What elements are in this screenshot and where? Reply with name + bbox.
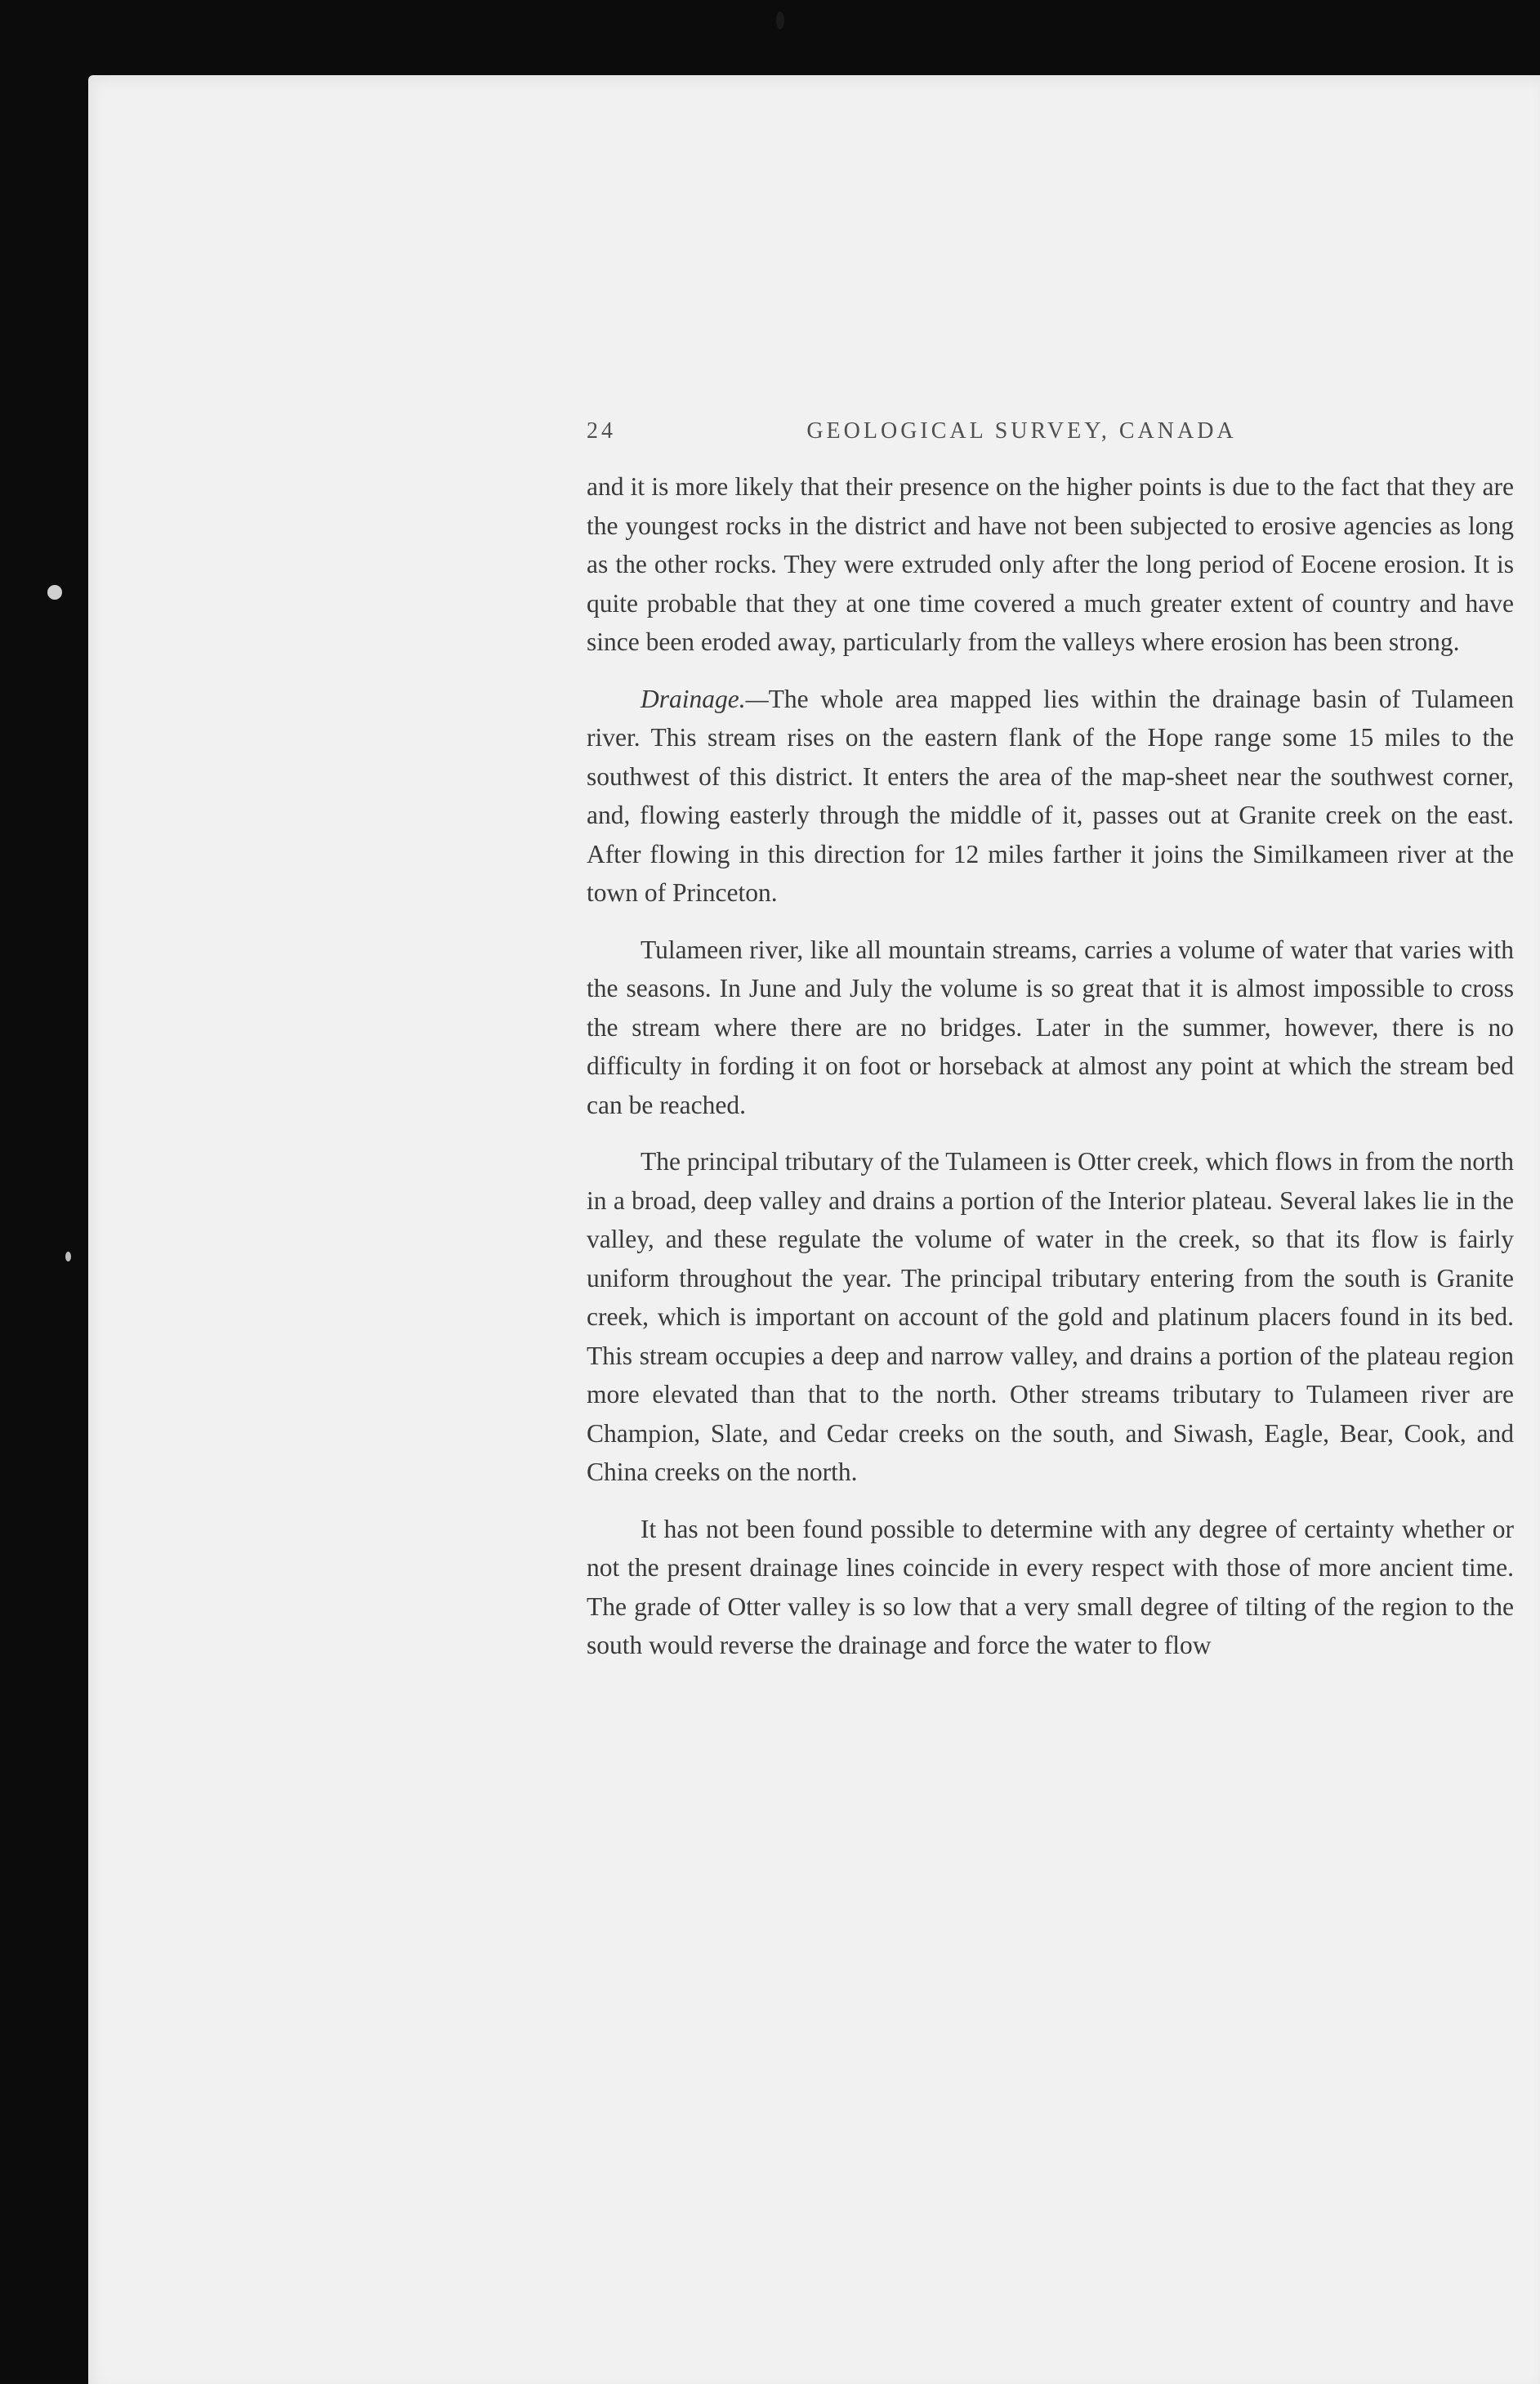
running-title: GEOLOGICAL SURVEY, CANADA bbox=[806, 418, 1237, 444]
paragraph-ancient-drainage bbox=[587, 1510, 1514, 1665]
paragraph-drainage bbox=[587, 680, 1514, 913]
scan-speck bbox=[47, 585, 62, 600]
scan-speck bbox=[65, 1252, 71, 1261]
section-heading-drainage: Drainage.— bbox=[641, 684, 769, 713]
paragraph-text: The principal tributary of the Tulameen is Otter creek, which flows in from the north in a broad, deep valley and drains a portion of the Interior plateau. Several lakes lie in the valley, and these regulate the volume of water in the creek, so that its flow is fairly uniform throughout the year. The principal tributary entering from the south is Granite creek, which is important on account of the gold and platinum placers found in its bed. This stream occupies a deep and narrow valley, and drains a portion of the plateau region more elevated than that to the north. Other streams tributary to Tulameen river are Champion, Slate, and Cedar creeks on the south, and Siwash, Eagle, Bear, Cook, and China creeks on the north. bbox=[587, 1147, 1514, 1486]
scanned-page bbox=[88, 75, 1540, 2384]
running-head bbox=[587, 418, 1514, 444]
text-block bbox=[587, 418, 1514, 1665]
paragraph-tulameen-river bbox=[587, 931, 1514, 1125]
page-number: 24 bbox=[587, 418, 616, 444]
paragraph-continued bbox=[587, 467, 1514, 662]
paragraph-text: The whole area mapped lies within the drainage basin of Tulameen river. This stream rises on the eastern flank of the Hope range some 15 miles to the southwest of this district. It enters the area of the map-sheet near the southwest corner, and, flowing easterly through the middle of it, passes out at Granite creek on the east. After flowing in this direction for 12 miles farther it joins the Similkameen river at the town of Princeton. bbox=[587, 684, 1514, 907]
paragraph-tributaries bbox=[587, 1142, 1514, 1492]
paragraph-text: and it is more likely that their presence on the higher points is due to the fact that they are the youngest rocks in the district and have not been subjected to erosive agencies as long as the other rocks. They were extruded only after the long period of Eocene erosion. It is quite probable that they at one time covered a much greater extent of country and have since been eroded away, particularly from the valleys where erosion has been strong. bbox=[587, 472, 1514, 656]
scan-speck bbox=[776, 11, 784, 29]
paragraph-text: It has not been found possible to determine with any degree of certainty whether or not the present drainage lines coincide in every respect with those of more ancient time. The grade of Otter valley is so low that a very small degree of tilting of the region to the south would reverse the drainage and force the water to flow bbox=[587, 1514, 1514, 1659]
paragraph-text: Tulameen river, like all mountain streams, carries a volume of water that varies with the seasons. In June and July the volume is so great that it is almost impossible to cross the stream where there are no bridges. Later in the summer, however, there is no difficulty in fording it on foot or horseback at almost any point at which the stream bed can be reached. bbox=[587, 935, 1514, 1119]
